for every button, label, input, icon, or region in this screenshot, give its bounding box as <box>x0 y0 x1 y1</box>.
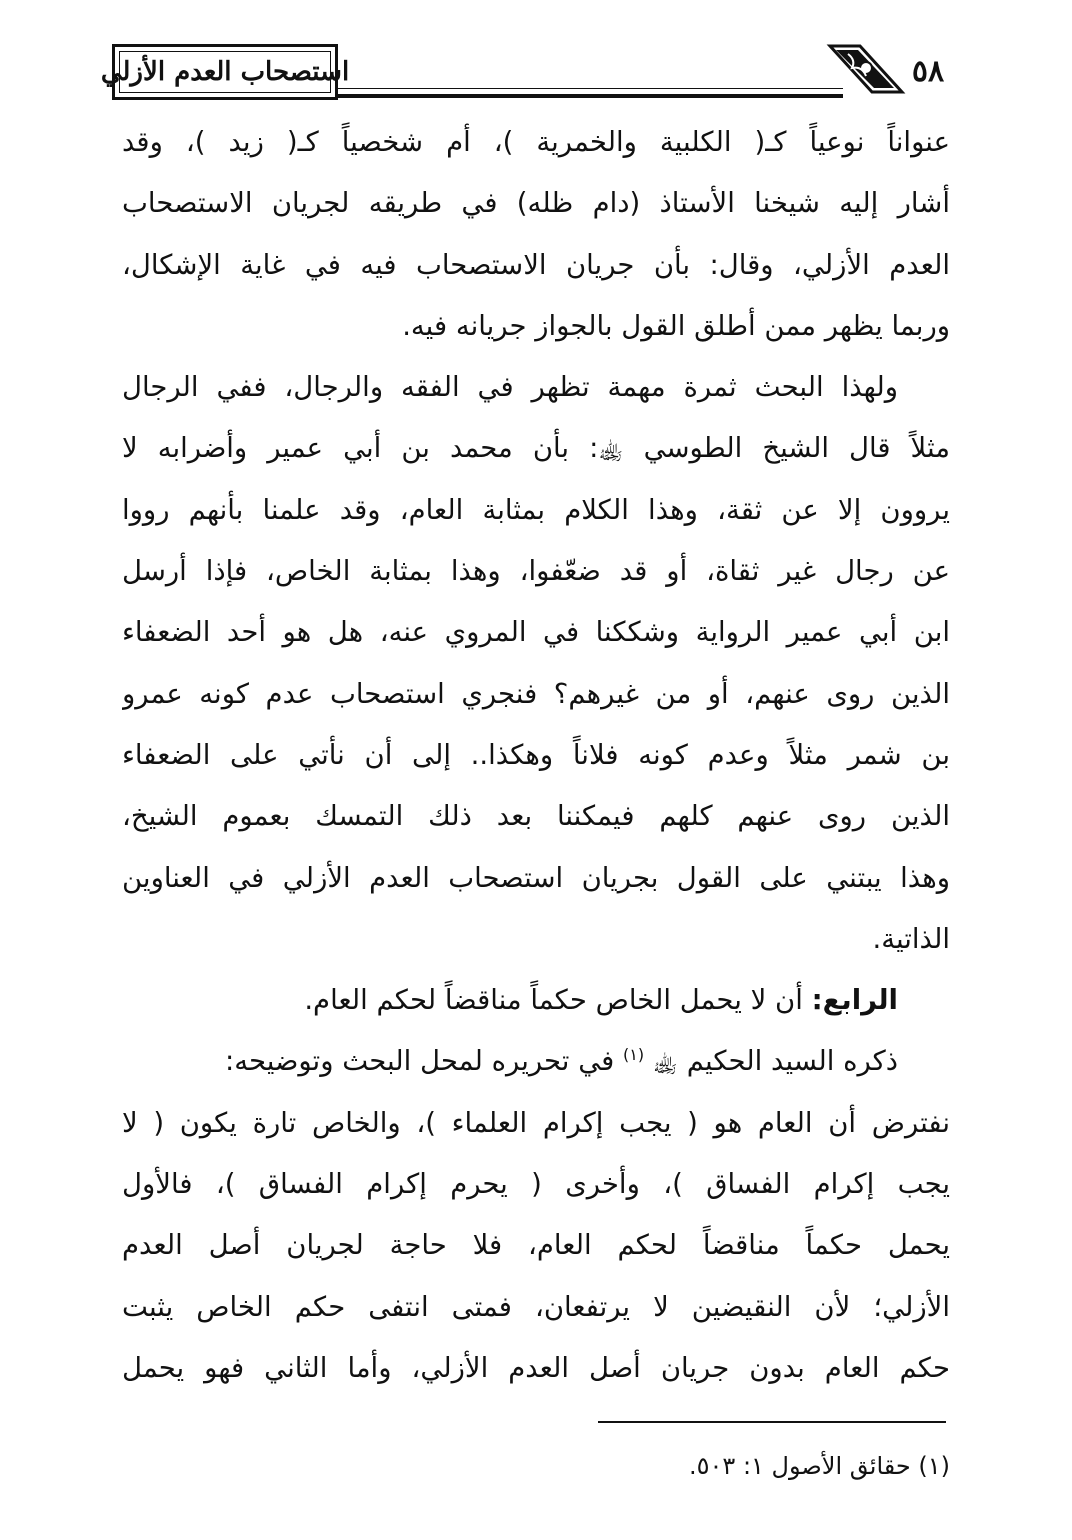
running-title-frame <box>100 44 350 100</box>
body-line: الأزلي؛ لأن النقيضين لا يرتفعان، فمتى انتفى حكم الخاص يثبت <box>122 1290 950 1323</box>
fourth-condition-text: أن لا يحمل الخاص حكماً مناقضاً لحكم العام. <box>304 984 812 1017</box>
body-line: حكم العام بدون جريان أصل العدم الأزلي، وأما الثاني فهو يحمل <box>122 1351 950 1384</box>
body-line: ولهذا البحث ثمرة مهمة تظهر في الفقه والرجال، ففي الرجال <box>122 371 898 404</box>
header-rule <box>338 94 843 98</box>
running-title: استصحاب العدم الأزلي <box>100 57 350 87</box>
body-line: الذاتية. <box>872 922 950 955</box>
body-line: وهذا يبتني على القول بجريان استصحاب العدم الأزلي في العناوين <box>122 861 950 894</box>
body-line: يجب إكرام الفساق )، وأخرى ( يحرم إكرام الفساق )، فالأول <box>122 1168 950 1201</box>
footnote-reference[interactable]: (١) <box>623 1045 645 1065</box>
body-line: أشار إليه شيخنا الأستاذ (دام ظله) في طريقه لجريان الاستصحاب <box>122 187 950 220</box>
body-line: يروون إلا عن ثقة، وهذا الكلام بمثابة العام، وقد علمنا بأنهم رووا <box>122 493 950 526</box>
fourth-condition-label: الرابع: <box>811 984 898 1017</box>
hakim-line <box>122 1031 950 1092</box>
footnote: (١) حقائق الأصول ١: ٥٠٣. <box>689 1452 950 1480</box>
hakim-text-after: في تحريره لمحل البحث وتوضيحه: <box>224 1045 624 1078</box>
hakim-text-before: ذكره السيد الحكيم ﵀ <box>652 1045 898 1078</box>
body-line: الذين روى عنهم كلهم فيمكننا بعد ذلك التمسك بعموم الشيخ، <box>122 800 950 833</box>
body-line: يحمل حكماً مناقضاً لحكم العام، فلا حاجة لجريان أصل العدم <box>122 1229 950 1262</box>
body-line: نفترض أن العام هو ( يجب إكرام العلماء )، والخاص تارة يكون ( لا <box>122 1106 950 1139</box>
header-ornament-icon <box>826 40 906 100</box>
header-rule-thin <box>338 88 843 89</box>
body-line: وربما يظهر ممن أطلق القول بالجواز جريانه فيه. <box>402 309 950 342</box>
body-line: بن شمر مثلاً وعدم كونه فلاناً وهكذا.. إلى أن نأتي على الضعفاء <box>122 738 950 771</box>
body-line: عنواناً نوعياً كـ( الكلبية والخمرية )، أم شخصياً كـ( زيد )، وقد <box>122 126 950 158</box>
body-line: الذين روى عنهم، أو من غيرهم؟ فنجري استصحاب عدم كونه عمرو <box>122 677 950 710</box>
body-line: مثلاً قال الشيخ الطوسي ﵀: بأن محمد بن أبي عمير وأضرابه لا <box>122 432 950 465</box>
page-number: ٥٨ <box>911 54 945 89</box>
footnote-separator <box>598 1421 946 1423</box>
body-line: العدم الأزلي، وقال: بأن جريان الاستصحاب فيه في غاية الإشكال، <box>122 248 950 281</box>
fourth-condition-line <box>122 970 950 1031</box>
body-line: ابن أبي عمير الرواية وشككنا في المروي عنه، هل هو أحد الضعفاء <box>122 616 950 649</box>
body-line: عن رجال غير ثقاة، أو قد ضعّفوا، وهذا بمثابة الخاص، فإذا أرسل <box>122 555 950 588</box>
body-text <box>122 112 950 1399</box>
